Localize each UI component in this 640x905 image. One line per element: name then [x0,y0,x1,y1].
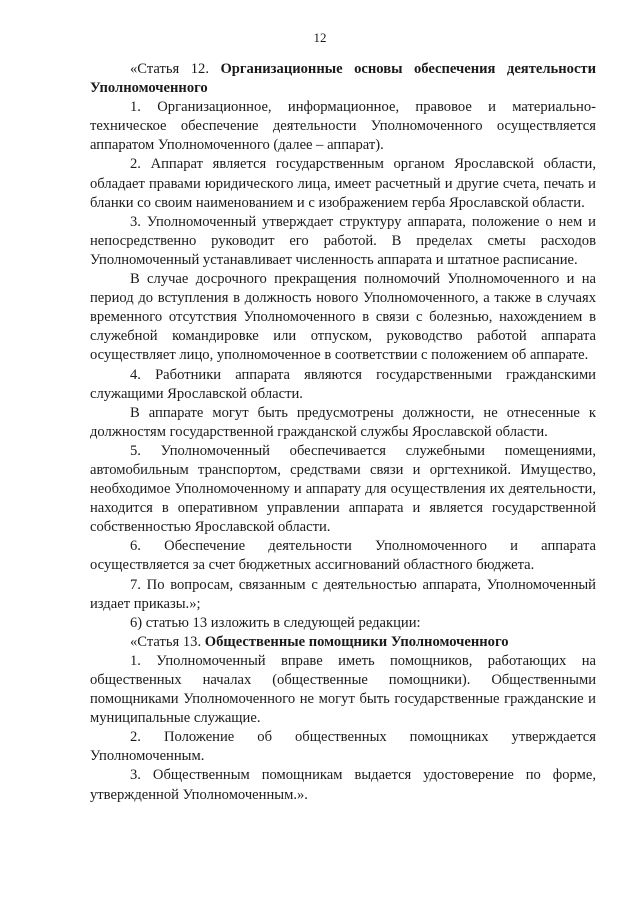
paragraph: В случае досрочного прекращения полномочий Уполномоченного и на период до вступления в должность нового Уполномоченного, а также в случаях временного отсутствия Уполномоченного в связи с болезнью, нахождением в служебной командировке или отпуском, руководство работой аппарата осуществляет лицо, уполномоченное в соответствии с положением об аппарате. [90,271,596,364]
document-body [90,60,596,805]
paragraph: 1. Уполномоченный вправе иметь помощников, работающих на общественных началах (общественные помощники). Общественными помощниками Уполномоченного не могут быть государственные гражданские и муниципальные служащие. [90,652,596,727]
article-13-heading [90,633,596,652]
article-13-title: Общественные помощники Уполномоченного [204,633,509,650]
article-12-heading [90,60,596,98]
page-number: 12 [313,30,327,45]
paragraph: 2. Аппарат является государственным органом Ярославской области, обладает правами юридического лица, имеет расчетный и другие счета, печать и бланки со своим наименованием и с изображением герба Ярославской области. [90,156,596,211]
paragraph: 4. Работники аппарата являются государственными гражданскими служащими Ярославской области. [90,366,596,402]
paragraph: 5. Уполномоченный обеспечивается служебными помещениями, автомобильным транспортом, средствами связи и оргтехникой. Имущество, необходимое Уполномоченному и аппарату для осуществления их деятельности, находится в оперативном управлении аппарата и является государственной собственностью Ярославской области. [90,442,596,536]
paragraph: 3. Общественным помощникам выдается удостоверение по форме, утвержденной Уполномоченным.». [90,767,596,803]
paragraph: 7. По вопросам, связанным с деятельностью аппарата, Уполномоченный издает приказы.»; [90,576,596,612]
paragraph: В аппарате могут быть предусмотрены должности, не отнесенные к должностям государственной гражданской службы Ярославской области. [90,404,596,440]
article-12-title: Организационные основы обеспечения деятельности Уполномоченного [90,61,596,97]
paragraph: 2. Положение об общественных помощниках утверждается Уполномоченным. [90,729,596,765]
paragraph: 3. Уполномоченный утверждает структуру аппарата, положение о нем и непосредственно руководит его работой. В пределах сметы расходов Уполномоченный устанавливает численность аппарата и штатное расписание. [90,213,596,268]
article-12-prefix: «Статья 12. [130,61,221,77]
paragraph: 6) статью 13 изложить в следующей редакции: [130,614,421,631]
paragraph: 6. Обеспечение деятельности Уполномоченного и аппарата осуществляется за счет бюджетных ассигнований областного бюджета. [90,538,596,574]
article-13-prefix: «Статья 13. [130,633,205,650]
paragraph: 1. Организационное, информационное, правовое и материально-техническое обеспечение деятельности Уполномоченного осуществляется аппаратом Уполномоченного (далее – аппарат). [90,99,596,154]
